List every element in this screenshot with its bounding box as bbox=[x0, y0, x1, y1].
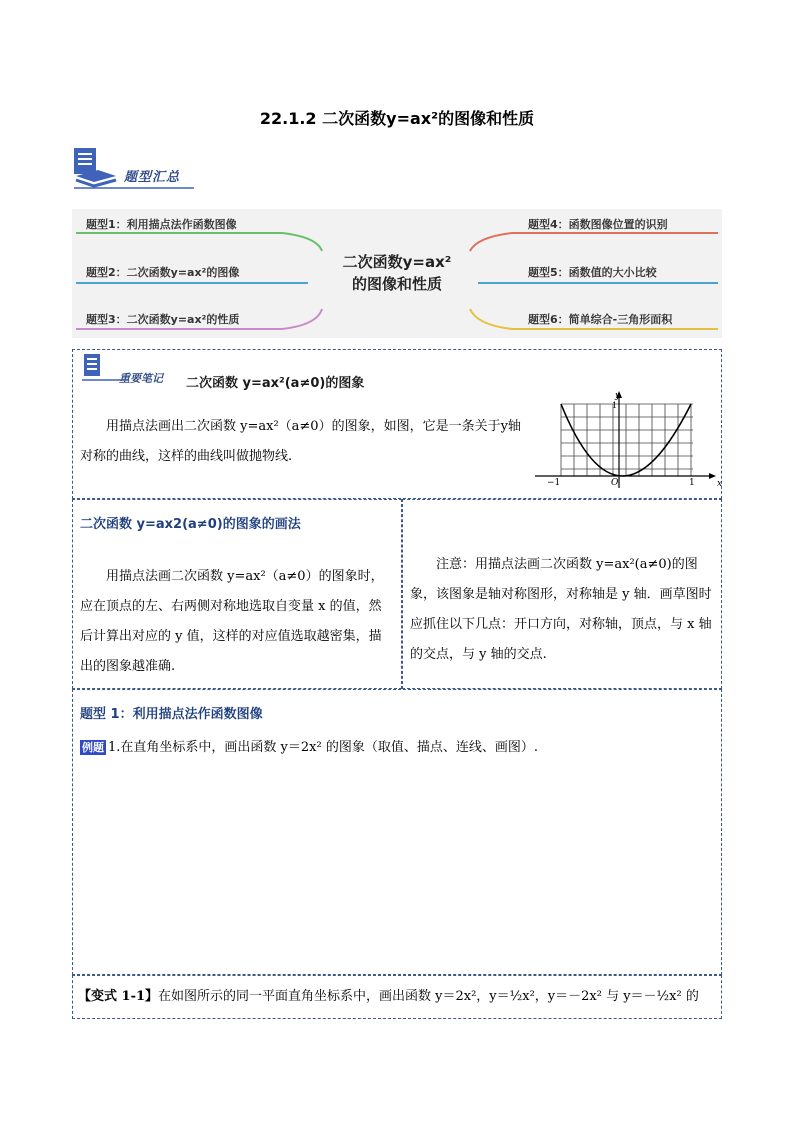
y-tick-label: 1 bbox=[612, 401, 618, 410]
parabola-graph bbox=[533, 388, 723, 490]
graph-grid bbox=[561, 404, 693, 476]
x-axis-label: x bbox=[717, 479, 723, 489]
notes-badge: 重要笔记 bbox=[119, 372, 163, 385]
mindmap-topic-5: 题型5：函数值的大小比较 bbox=[528, 266, 657, 279]
origin-label: O bbox=[611, 478, 619, 488]
variant-text: 在如图所示的同一平面直角坐标系中，画出函数 y＝2x²，y＝½x²，y＝－2x² 与 y＝－½x² 的 bbox=[158, 989, 699, 1004]
example-line bbox=[80, 733, 710, 763]
mindmap-topic-1: 题型1：利用描点法作函数图像 bbox=[86, 218, 237, 231]
notes-text: 用描点法画出二次函数 y=ax²（a≠0）的图象，如图，它是一条关于y轴对称的曲线，这样的曲线叫做抛物线. bbox=[80, 419, 521, 464]
mindmap-center-line2: 的图像和性质 bbox=[351, 275, 442, 293]
variant-label: 【变式 1-1】 bbox=[78, 989, 159, 1004]
mindmap-topic-6: 题型6：简单综合-三角形面积 bbox=[528, 313, 673, 326]
type1-heading: 题型 1：利用描点法作函数图像 bbox=[80, 707, 263, 722]
mindmap-center-line1: 二次函数y=ax² bbox=[342, 253, 452, 271]
x-label-neg-one: −1 bbox=[547, 478, 561, 488]
type1-box bbox=[72, 689, 722, 975]
branch-line-4 bbox=[470, 233, 718, 251]
notes-heading: 二次函数 y=ax²(a≠0)的图象 bbox=[186, 376, 365, 391]
mindmap-center bbox=[324, 251, 470, 295]
notes-icon bbox=[82, 354, 122, 382]
drawing-method-text: 用描点法画二次函数 y=ax²（a≠0）的图象时，应在顶点的左、右两侧对称地选取自变量 x 的值，然后计算出对应的 y 值，这样的对应值选取越密集，描出的图象越准确. bbox=[80, 569, 384, 674]
x-label-one: 1 bbox=[689, 478, 695, 488]
topic-mindmap bbox=[72, 209, 722, 338]
caution-text: 注意：用描点法画二次函数 y=ax²(a≠0)的图象，该图象是轴对称图形，对称轴是 y 轴．画草图时应抓住以下几点：开口方向，对称轴，顶点，与 x 轴的交点，与 y 轴的交点. bbox=[410, 557, 712, 662]
example-text: 1.在直角坐标系中，画出函数 y＝2x² 的图象（取值、描点、连线、画图）. bbox=[108, 740, 538, 755]
drawing-method-heading: 二次函数 y=ax2(a≠0)的图象的画法 bbox=[80, 517, 301, 532]
variant-line bbox=[78, 982, 718, 1012]
mindmap-topic-4: 题型4：函数图像位置的识别 bbox=[528, 218, 668, 231]
y-axis-label: y bbox=[615, 391, 621, 401]
mindmap-topic-3: 题型3：二次函数y=ax²的性质 bbox=[86, 313, 240, 326]
x-axis-arrow bbox=[709, 473, 716, 479]
mindmap-topic-2: 题型2：二次函数y=ax²的图像 bbox=[86, 266, 240, 279]
page-title: 22.1.2 二次函数y=ax²的图像和性质 bbox=[259, 109, 535, 128]
example-tag: 例题 bbox=[82, 741, 104, 754]
branch-line-1 bbox=[76, 233, 322, 251]
section-header-label: 题型汇总 bbox=[124, 170, 181, 185]
